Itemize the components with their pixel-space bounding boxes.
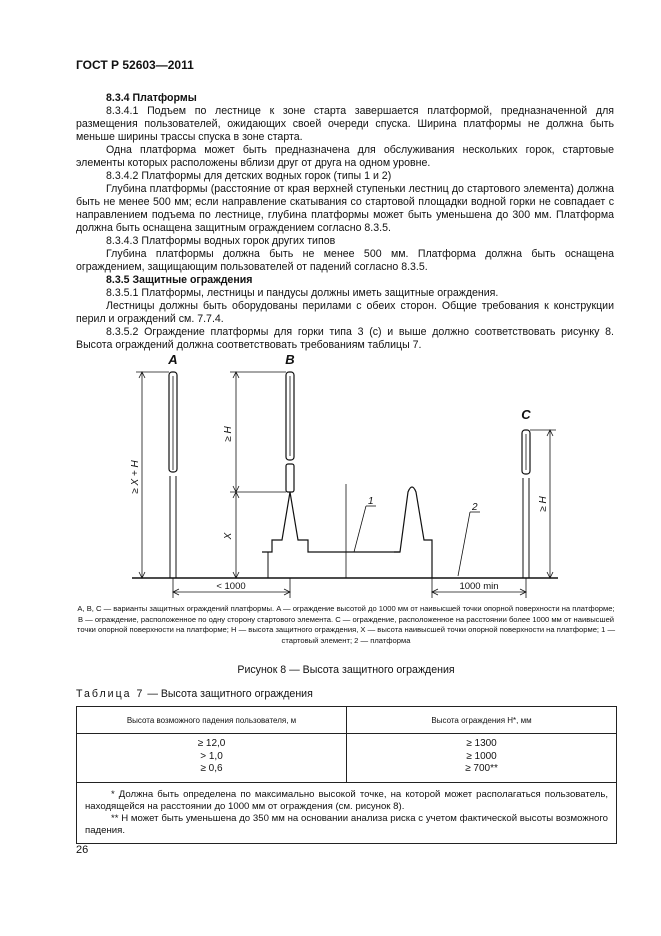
label-b: B: [285, 352, 295, 367]
callout-1: 1: [368, 496, 374, 507]
dim-label-x: X: [223, 532, 234, 540]
table-notes: [77, 782, 617, 843]
table-header-cell: Высота возможного падения пользователя, м: [77, 707, 347, 734]
cell-value: ≥ 0,6: [200, 763, 223, 774]
figure-caption: Рисунок 8 — Высота защитного ограждения: [237, 664, 455, 676]
document-header: ГОСТ Р 52603—2011: [76, 58, 194, 72]
table-cell: [347, 734, 617, 783]
callout-2: 2: [472, 502, 478, 513]
dimension-b: [230, 372, 286, 578]
table-row: [77, 734, 617, 783]
guard-a: [169, 372, 177, 578]
dim-label-xh: ≥ X + H: [130, 460, 141, 494]
label-c: C: [521, 407, 531, 422]
start-element-1: [394, 487, 432, 578]
dim-label-h-b: ≥ H: [223, 426, 234, 442]
section-heading: 8.3.5 Защитные ограждения: [106, 274, 253, 286]
callout-line-1: [354, 506, 366, 552]
label-a: A: [168, 352, 178, 367]
body-text: [76, 92, 614, 352]
table-header-cell: Высота ограждения H*, мм: [347, 707, 617, 734]
figure-legend: A, B, C — варианты защитных ограждений платформы. A — ограждение высотой до 1000 мм от наивысшей точки опорной поверхности на платформе; B — ограждение, расположенное по одну сторону стартового элемента. C — ограждение, расположенное на расстоянии более 1000 мм от наивысшей точки опорной поверхности на платформе; H — высота защитного ограждения, X — высота наивысшей точки опорной поверхности на платформе; 1 — стартовый элемент; 2 — платформа: [76, 604, 616, 645]
figure-8: [76, 352, 606, 602]
dim-label-h-c: ≥ H: [538, 496, 549, 512]
section-heading: 8.3.4 Платформы: [106, 92, 197, 104]
table-header-row: [77, 707, 617, 734]
guard-c: [522, 430, 530, 578]
table-note: * Должна быть определена по максимально высокой точке, на которой может располагаться пользователь, находящейся на расстоянии до 1000 мм от ограждения (см. рисунок 8).: [85, 788, 608, 812]
paragraph: 8.3.5.2 Ограждение платформы для горки типа 3 (с) и выше должно соответствовать рисунку 8. Высота ограждений должна соответствовать требованиям таблицы 7.: [76, 326, 614, 351]
cell-value: > 1,0: [200, 750, 223, 762]
page-number: 26: [76, 844, 89, 856]
table-caption-text: — Высота защитного ограждения: [144, 688, 313, 700]
paragraph: 8.3.4.1 Подъем по лестнице к зоне старта завершается платформой, предназначенной для размещения пользователей, ожидающих своей очереди спуска. Ширина платформы не должна быть меньше ширины трассы спуска в зоне старта.: [76, 105, 614, 143]
paragraph: 8.3.5.1 Платформы, лестницы и пандусы должны иметь защитные ограждения.: [106, 287, 499, 299]
start-element-b: [262, 492, 400, 552]
paragraph: 8.3.4.3 Платформы водных горок других типов: [106, 235, 336, 247]
paragraph: Глубина платформы (расстояние от края верхней ступеньки лестниц до стартового элемента) должна быть не менее 500 мм; если направление скатывания со стартовой площадки водной горки не совпадает с направлением подъема по лестнице, глубина платформы может быть уменьшена до 300 мм. Платформа должна быть оснащена защитным ограждением согласно 8.3.5.: [76, 183, 614, 234]
paragraph: Одна платформа может быть предназначена для обслуживания нескольких горок, стартовые элементы которых расположены вблизи друг от друга на одном уровне.: [76, 144, 614, 169]
cell-value: ≥ 1000: [466, 750, 497, 762]
dim-label-1000: < 1000: [216, 581, 246, 592]
cell-value: ≥ 12,0: [197, 738, 226, 749]
dim-label-1000min: 1000 min: [459, 581, 499, 592]
table-note: ** H может быть уменьшена до 350 мм на основании анализа риска с учетом фактической высоты возможного падения.: [85, 812, 608, 836]
cell-value: ≥ 700**: [465, 763, 498, 774]
guard-height-diagram: [76, 352, 606, 602]
table-7: [76, 706, 617, 844]
paragraph: Лестницы должны быть оборудованы перилами с обеих сторон. Общие требования к конструкции перил и ограждений см. 7.7.4.: [76, 300, 614, 325]
table-caption: [76, 688, 313, 700]
table-cell: [77, 734, 347, 783]
table-caption-prefix: Таблица 7: [76, 688, 145, 700]
paragraph: 8.3.4.2 Платформы для детских водных горок (типы 1 и 2): [106, 170, 392, 182]
guard-b: [286, 372, 294, 492]
callout-line-2: [458, 512, 470, 576]
cell-value: ≥ 1300: [466, 738, 497, 749]
paragraph: Глубина платформы должна быть не менее 500 мм. Платформа должна быть оснащена ограждением, защищающим пользователей от падений согласно 8.3.5.: [76, 248, 614, 273]
table-notes-row: [77, 782, 617, 843]
